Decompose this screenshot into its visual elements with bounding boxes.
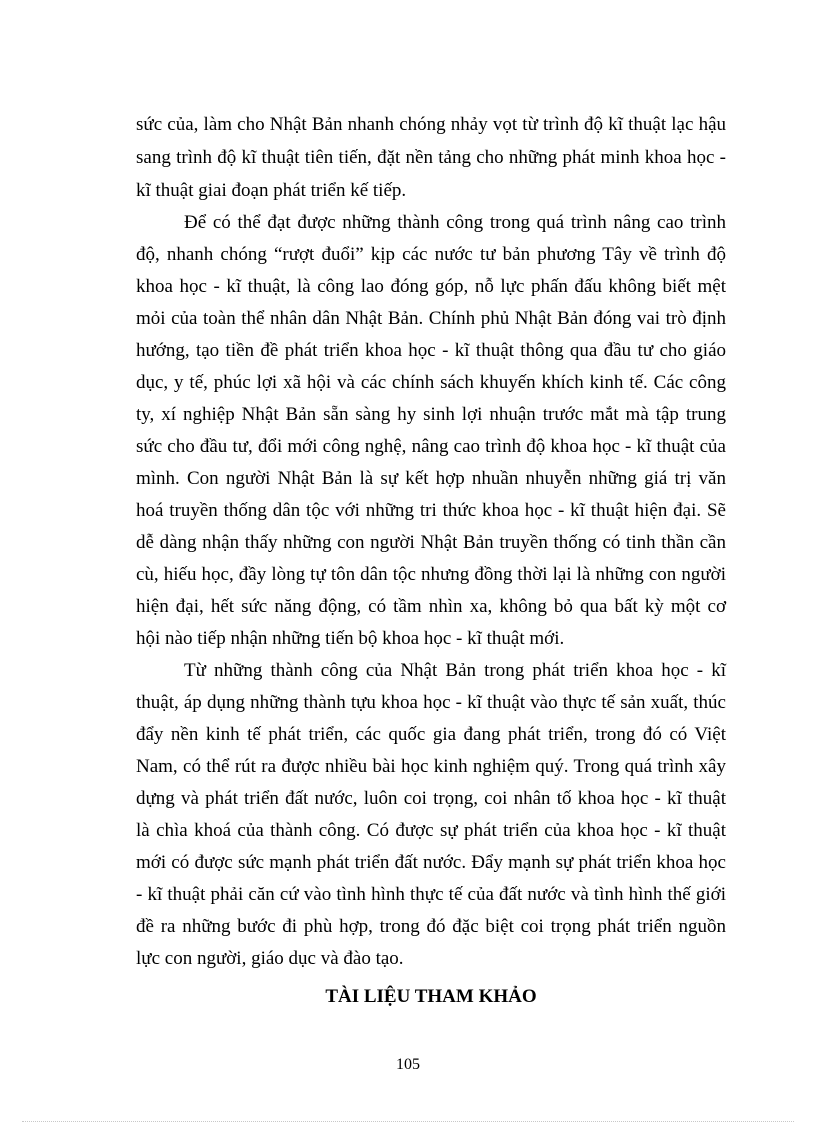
- text-line: dục, y tế, phúc lợi xã hội và các chính sách khuyến khích kinh tế. Các công: [136, 372, 726, 393]
- text-line: Nam, có thể rút ra được nhiều bài học kinh nghiệm quý. Trong quá trình xây: [136, 756, 726, 777]
- text-line: đề ra những bước đi phù hợp, trong đó đặc biệt coi trọng phát triển nguồn: [136, 916, 726, 937]
- text-line: sang trình độ kĩ thuật tiên tiến, đặt nền tảng cho những phát minh khoa học -: [136, 147, 726, 168]
- text-line: là chìa khoá của thành công. Có được sự phát triển của khoa học - kĩ thuật: [136, 820, 726, 841]
- section-heading: TÀI LIỆU THAM KHẢO: [325, 986, 537, 1007]
- text-line: mình. Con người Nhật Bản là sự kết hợp nhuần nhuyễn những giá trị văn: [136, 468, 726, 489]
- text-line: Từ những thành công của Nhật Bản trong phát triển khoa học - kĩ: [184, 660, 726, 681]
- text-line: lực con người, giáo dục và đào tạo.: [136, 948, 404, 969]
- text-line: khoa học - kĩ thuật, là công lao đóng góp, nỗ lực phấn đấu không biết mệt: [136, 276, 726, 297]
- text-line: hoá truyền thống dân tộc với những tri thức khoa học - kĩ thuật hiện đại. Sẽ: [136, 500, 726, 521]
- text-line: sức của, làm cho Nhật Bản nhanh chóng nhảy vọt từ trình độ kĩ thuật lạc hậu: [136, 114, 726, 135]
- text-line: Để có thể đạt được những thành công trong quá trình nâng cao trình: [184, 212, 726, 233]
- page-number: 105: [396, 1056, 420, 1073]
- text-line: ty, xí nghiệp Nhật Bản sẵn sàng hy sinh lợi nhuận trước mắt mà tập trung: [136, 404, 726, 425]
- text-line: cù, hiếu học, đầy lòng tự tôn dân tộc nhưng đồng thời lại là những con người: [136, 564, 726, 585]
- text-line: hướng, tạo tiền đề phát triển khoa học - kĩ thuật thông qua đầu tư cho giáo: [136, 340, 726, 361]
- text-line: sức cho đầu tư, đổi mới công nghệ, nâng cao trình độ khoa học - kĩ thuật của: [136, 436, 726, 457]
- text-line: hiện đại, hết sức năng động, có tầm nhìn xa, không bỏ qua bất kỳ một cơ: [136, 596, 726, 617]
- page-bottom-divider: [22, 1121, 794, 1122]
- text-line: dễ dàng nhận thấy những con người Nhật Bản truyền thống có tinh thần cần: [136, 532, 726, 553]
- text-line: mới có được sức mạnh phát triển đất nước. Đẩy mạnh sự phát triển khoa học: [136, 852, 726, 873]
- text-line: kĩ thuật giai đoạn phát triển kế tiếp.: [136, 180, 407, 201]
- text-line: đẩy nền kinh tế phát triển, các quốc gia đang phát triển, trong đó có Việt: [136, 724, 726, 745]
- text-line: hội nào tiếp nhận những tiến bộ khoa học - kĩ thuật mới.: [136, 628, 565, 649]
- text-line: dựng và phát triển đất nước, luôn coi trọng, coi nhân tố khoa học - kĩ thuật: [136, 788, 726, 809]
- text-line: - kĩ thuật phải căn cứ vào tình hình thực tế của đất nước và tình hình thế giới: [136, 884, 726, 905]
- text-line: mỏi của toàn thể nhân dân Nhật Bản. Chính phủ Nhật Bản đóng vai trò định: [136, 308, 726, 329]
- text-line: thuật, áp dụng những thành tựu khoa học - kĩ thuật vào thực tế sản xuất, thúc: [136, 692, 726, 713]
- text-line: độ, nhanh chóng “rượt đuổi” kịp các nước tư bản phương Tây về trình độ: [136, 244, 726, 265]
